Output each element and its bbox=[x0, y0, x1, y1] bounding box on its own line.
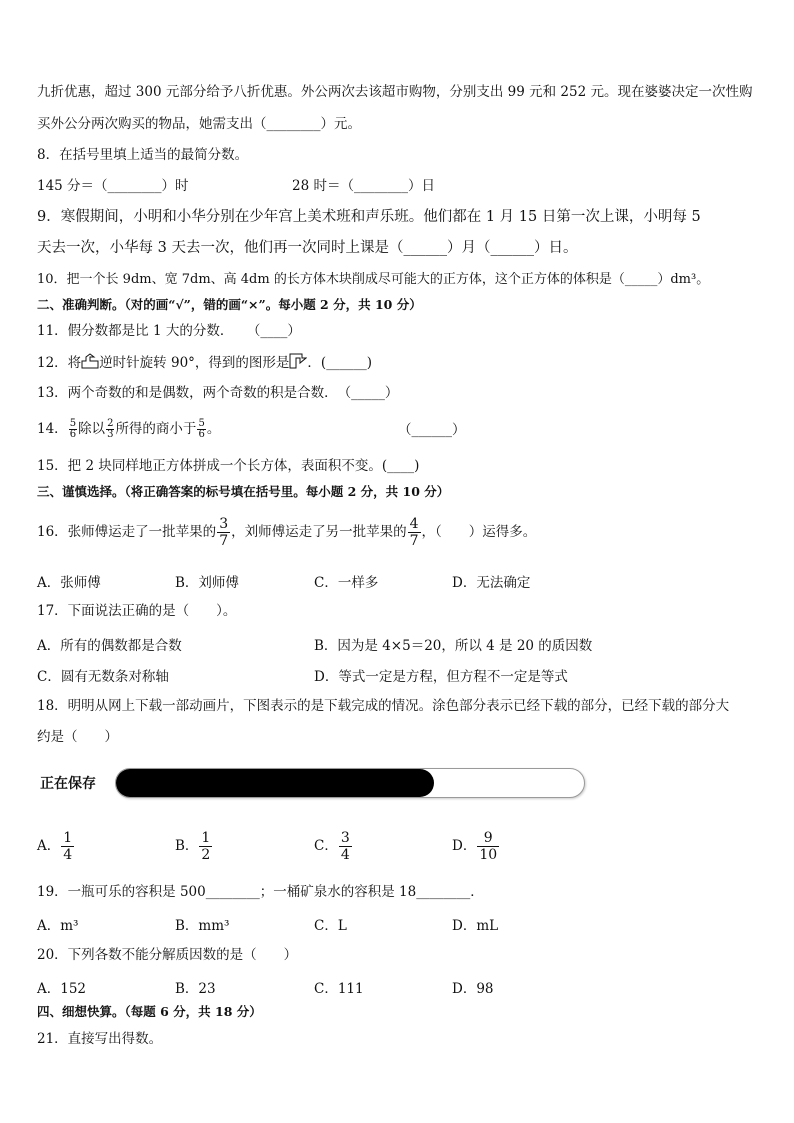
q10-text: 10．把一个长 9dm、宽 7dm、高 4dm 的长方体木块削成尽可能大的正方体，这个正方体的体积是（_____）dm³。 bbox=[37, 272, 710, 287]
q16-option-b: B．刘师傅 bbox=[175, 575, 239, 591]
q18-option-b: B． $\frac{1}{2}$ bbox=[175, 830, 211, 863]
q8-part-b: 28 时＝（________）日 bbox=[292, 178, 435, 194]
section-2-title: 二、准确判断。（对的画“√”，错的画“×”。每小题 2 分，共 10 分） bbox=[37, 297, 422, 312]
q17-option-a: A．所有的偶数都是合数 bbox=[37, 638, 182, 654]
q17-option-c: C．圆有无数条对称轴 bbox=[37, 669, 169, 685]
q11-text: 11．假分数都是比 1 大的分数． （____） bbox=[37, 323, 301, 339]
progress-label: 正在保存 bbox=[40, 776, 96, 792]
q17-option-d: D．等式一定是方程，但方程不一定是等式 bbox=[314, 669, 568, 685]
q14-fraction-3: $\frac{5}{6}$ bbox=[198, 418, 205, 440]
q15-text: 15．把 2 块同样地正方体拼成一个长方体，表面积不变。(____) bbox=[37, 458, 420, 474]
q17-option-b: B．因为是 4×5＝20，所以 4 是 20 的质因数 bbox=[314, 638, 593, 654]
q16-option-d: D．无法确定 bbox=[452, 575, 531, 591]
section-3-title: 三、谨慎选择。（将正确答案的标号填在括号里。每小题 2 分，共 10 分） bbox=[37, 484, 450, 499]
q12-before: 12．将 bbox=[37, 355, 82, 371]
q12-row bbox=[37, 353, 372, 374]
q16-option-a: A．张师傅 bbox=[37, 575, 101, 591]
section-4-title: 四、细想快算。（每题 6 分，共 18 分） bbox=[37, 1004, 262, 1019]
q19-stem: 19．一瓶可乐的容积是 500________；一桶矿泉水的容积是 18________． bbox=[37, 884, 484, 900]
q9-line-1: 9．寒假期间，小明和小华分别在少年宫上美术班和声乐班。他们都在 1 月 15 日第一次上课，小明每 5 bbox=[37, 209, 701, 225]
q14-blank: （______） bbox=[398, 422, 466, 438]
q7-line-2: 买外公分两次购买的物品，她需支出（________）元。 bbox=[37, 116, 361, 132]
q14-label: 14． bbox=[37, 421, 68, 437]
q19-option-d: D．mL bbox=[452, 918, 499, 934]
q19-option-b: B．mm³ bbox=[175, 918, 230, 934]
q20-option-b: B．23 bbox=[175, 981, 216, 997]
q16-row bbox=[37, 514, 536, 550]
q19-option-c: C．L bbox=[314, 918, 347, 934]
arrow-shape-icon bbox=[81, 353, 99, 374]
q13-text: 13．两个奇数的和是偶数，两个奇数的积是合数． （_____） bbox=[37, 385, 399, 401]
q14-row bbox=[37, 414, 220, 444]
q16-fraction-1: $\frac{3}{7}$ bbox=[219, 516, 229, 549]
q20-option-d: D．98 bbox=[452, 981, 494, 997]
q16-text-3: ，（ ）运得多。 bbox=[421, 524, 537, 540]
q16-text-1: 16．张师傅运走了一批苹果的 bbox=[37, 524, 217, 540]
q16-fraction-2: $\frac{4}{7}$ bbox=[409, 516, 419, 549]
q18-line-2: 约是（ ） bbox=[37, 729, 118, 745]
q8-part-a: 145 分＝（________）时 bbox=[37, 178, 189, 194]
download-progress-figure bbox=[40, 766, 600, 800]
q16-option-c: C．一样多 bbox=[314, 575, 379, 591]
q17-stem: 17．下面说法正确的是（ ）。 bbox=[37, 603, 237, 619]
rotated-shape-icon bbox=[289, 353, 307, 374]
q12-middle: 逆时针旋转 90°，得到的图形是 bbox=[99, 355, 290, 371]
q14-fraction-1: $\frac{5}{6}$ bbox=[69, 418, 77, 440]
q16-text-2: ，刘师傅运走了另一批苹果的 bbox=[231, 524, 407, 540]
q7-line-1: 九折优惠，超过 300 元部分给予八折优惠。外公两次去该超市购物，分别支出 99 元和 252 元。现在婆婆决定一次性购 bbox=[37, 84, 753, 100]
q21-stem: 21．直接写出得数。 bbox=[37, 1031, 163, 1047]
q14-text-1: 除以 bbox=[78, 421, 106, 437]
q18-option-a: A． $\frac{1}{4}$ bbox=[37, 830, 73, 863]
q12-after: ．(______) bbox=[307, 355, 372, 371]
q14-text-2: 所得的商小于 bbox=[115, 421, 197, 437]
q20-stem: 20．下列各数不能分解质因数的是（ ） bbox=[37, 947, 298, 963]
q9-line-2: 天去一次，小华每 3 天去一次，他们再一次同时上课是（______）月（______）日。 bbox=[37, 240, 578, 256]
q18-line-1: 18．明明从网上下载一部动画片，下图表示的是下载完成的情况。涂色部分表示已经下载的部分，已经下载的部分大 bbox=[37, 698, 730, 714]
q20-option-a: A．152 bbox=[37, 981, 87, 997]
q14-fraction-2: $\frac{2}{3}$ bbox=[107, 418, 114, 440]
q8-stem: 8．在括号里填上适当的最简分数。 bbox=[37, 147, 249, 163]
q20-option-c: C．111 bbox=[314, 981, 364, 997]
progress-fill bbox=[116, 769, 434, 797]
q19-option-a: A．m³ bbox=[37, 918, 79, 934]
progress-track bbox=[115, 768, 585, 798]
q18-option-c: C． $\frac{3}{4}$ bbox=[314, 830, 350, 863]
q14-text-3: 。 bbox=[206, 421, 221, 437]
q18-option-d: D． $\frac{9}{10}$ bbox=[452, 830, 498, 863]
